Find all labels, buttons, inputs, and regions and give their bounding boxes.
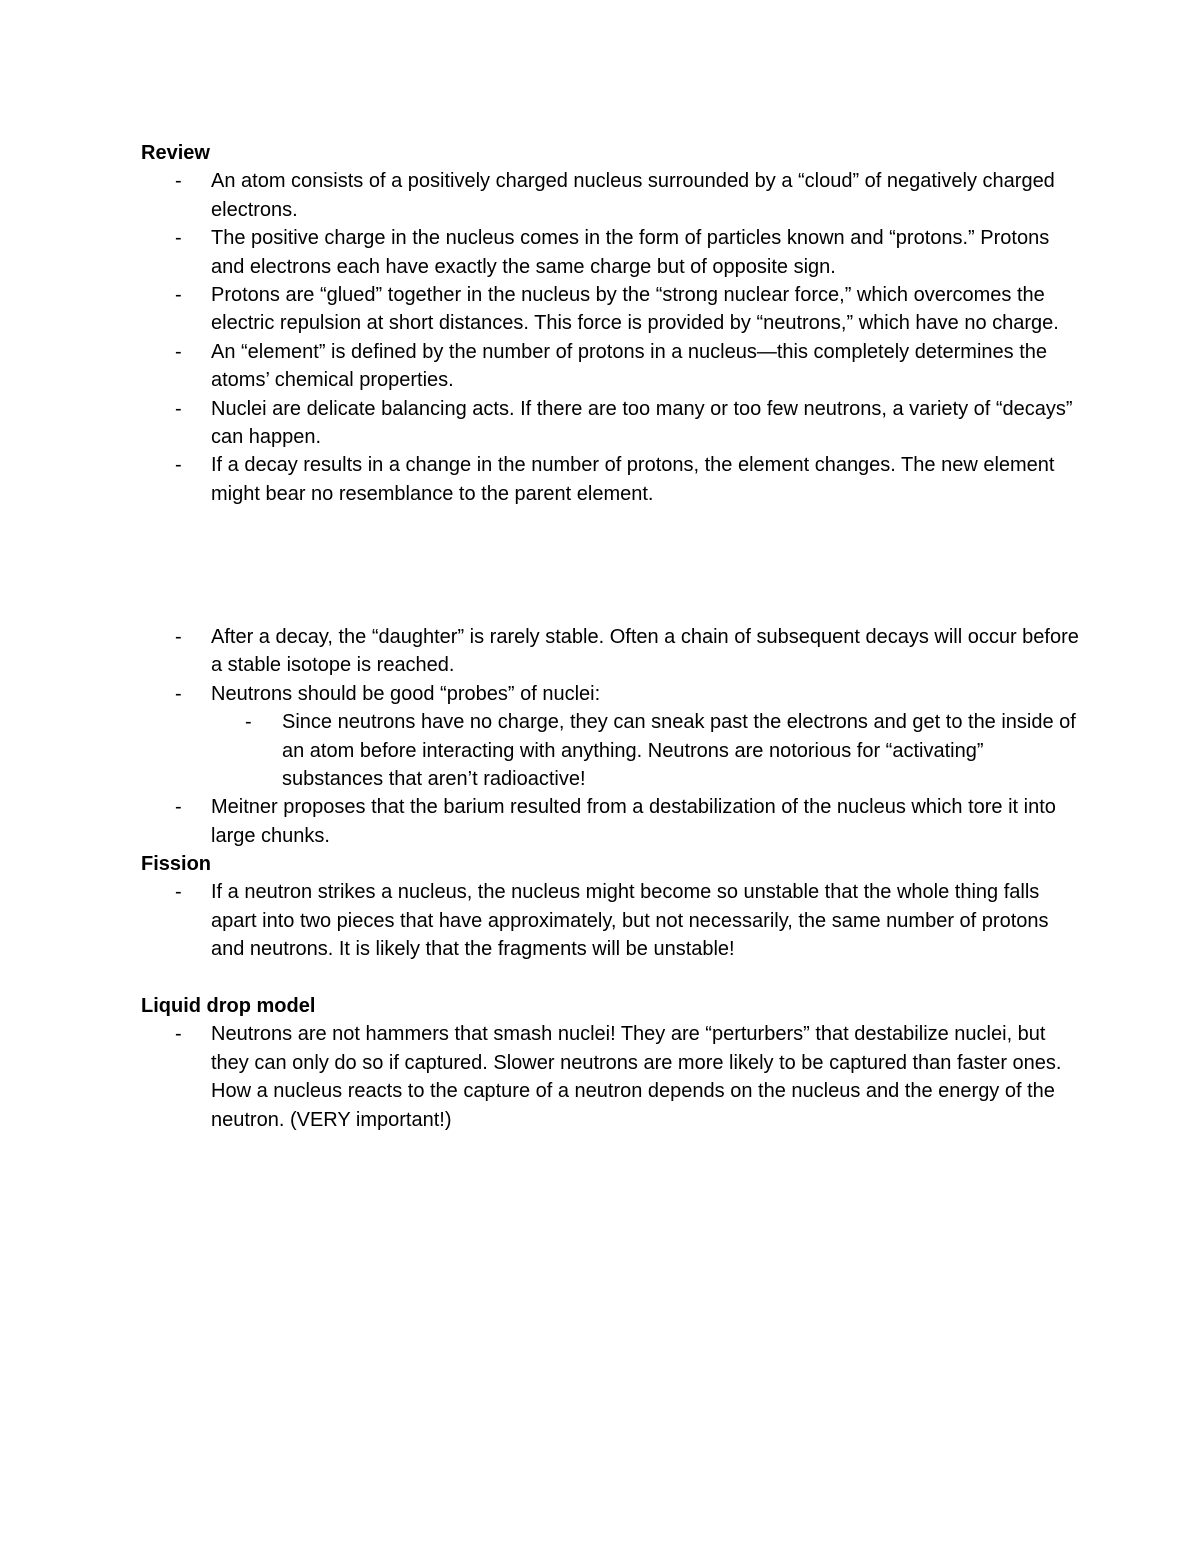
review-list: [141, 167, 1081, 508]
list-item: [141, 1020, 1081, 1134]
list-item-text: Since neutrons have no charge, they can sneak past the electrons and get to the inside of an atom before interacting with anything. Neutrons are notorious for “activating” substances that aren’t radioactive!: [282, 711, 1076, 791]
bullet-dash: -: [175, 284, 182, 307]
bullet-dash: -: [175, 626, 182, 648]
list-item-text: Nuclei are delicate balancing acts. If there are too many or too few neutrons, a variety of “decays” can happen.: [211, 397, 1073, 449]
liquid-drop-list: [141, 1020, 1081, 1134]
bullet-dash: -: [175, 682, 182, 705]
liquid-drop-heading: Liquid drop model: [141, 995, 316, 1017]
list-item-text: After a decay, the “daughter” is rarely stable. Often a chain of subsequent decays will occur before a stable isotope is reached.: [211, 626, 1079, 677]
list-item: [141, 167, 1081, 224]
nested-list: [211, 708, 1081, 793]
liquid-drop-section: [141, 992, 1081, 1134]
continued-list: [141, 623, 1081, 850]
review-section: [141, 139, 1081, 508]
list-item: [141, 451, 1081, 508]
continued-section: [141, 623, 1081, 850]
list-item-text: An atom consists of a positively charged nucleus surrounded by a “cloud” of negatively charged electrons.: [211, 170, 1055, 221]
bullet-dash: -: [175, 796, 182, 819]
bullet-dash: -: [175, 397, 182, 420]
list-item: [141, 281, 1081, 338]
list-item: [141, 338, 1081, 395]
list-item-text: Protons are “glued” together in the nucleus by the “strong nuclear force,” which overcomes the electric repulsion at short distances. This force is provided by “neutrons,” which have no charge.: [211, 284, 1059, 335]
list-item-text: The positive charge in the nucleus comes in the form of particles known and “protons.” Protons and electrons each have exactly the same charge but of opposite sign.: [211, 227, 1050, 278]
list-item-text: Neutrons should be good “probes” of nuclei:: [211, 682, 601, 705]
bullet-dash: -: [175, 454, 182, 477]
bullet-dash: -: [175, 1023, 182, 1046]
list-item: [141, 623, 1081, 680]
bullet-dash: -: [175, 170, 182, 193]
fission-list: [141, 878, 1081, 963]
list-item: [141, 680, 1081, 794]
bullet-dash: -: [175, 340, 182, 363]
review-heading: Review: [141, 142, 210, 164]
list-item-text: If a neutron strikes a nucleus, the nucleus might become so unstable that the whole thing falls apart into two pieces that have approximately, but not necessarily, the same number of protons and neutrons. It is likely that the fragments will be unstable!: [211, 881, 1049, 961]
bullet-dash: -: [175, 881, 182, 904]
bullet-dash: -: [245, 711, 252, 734]
list-item-text: An “element” is defined by the number of protons in a nucleus—this completely determines the atoms’ chemical properties.: [211, 340, 1047, 392]
list-item-text: Meitner proposes that the barium resulted from a destabilization of the nucleus which tore it into large chunks.: [211, 796, 1056, 847]
fission-heading: Fission: [141, 853, 212, 875]
list-item: [141, 395, 1081, 452]
fission-section: [141, 850, 1081, 964]
list-item-text: Neutrons are not hammers that smash nuclei! They are “perturbers” that destabilize nuclei, but they can only do so if captured. Slower neutrons are more likely to be captured than faster ones. How a nucleus reacts to the capture of a neutron depends on the nucleus and the energy of the neutron. (VERY important!): [211, 1023, 1062, 1131]
bullet-dash: -: [175, 227, 182, 250]
list-item-text: If a decay results in a change in the number of protons, the element changes. The new element might bear no resemblance to the parent element.: [211, 454, 1055, 505]
list-item: [141, 793, 1081, 850]
list-item: [141, 224, 1081, 281]
list-item: [141, 878, 1081, 963]
nested-list-item: [211, 708, 1081, 793]
